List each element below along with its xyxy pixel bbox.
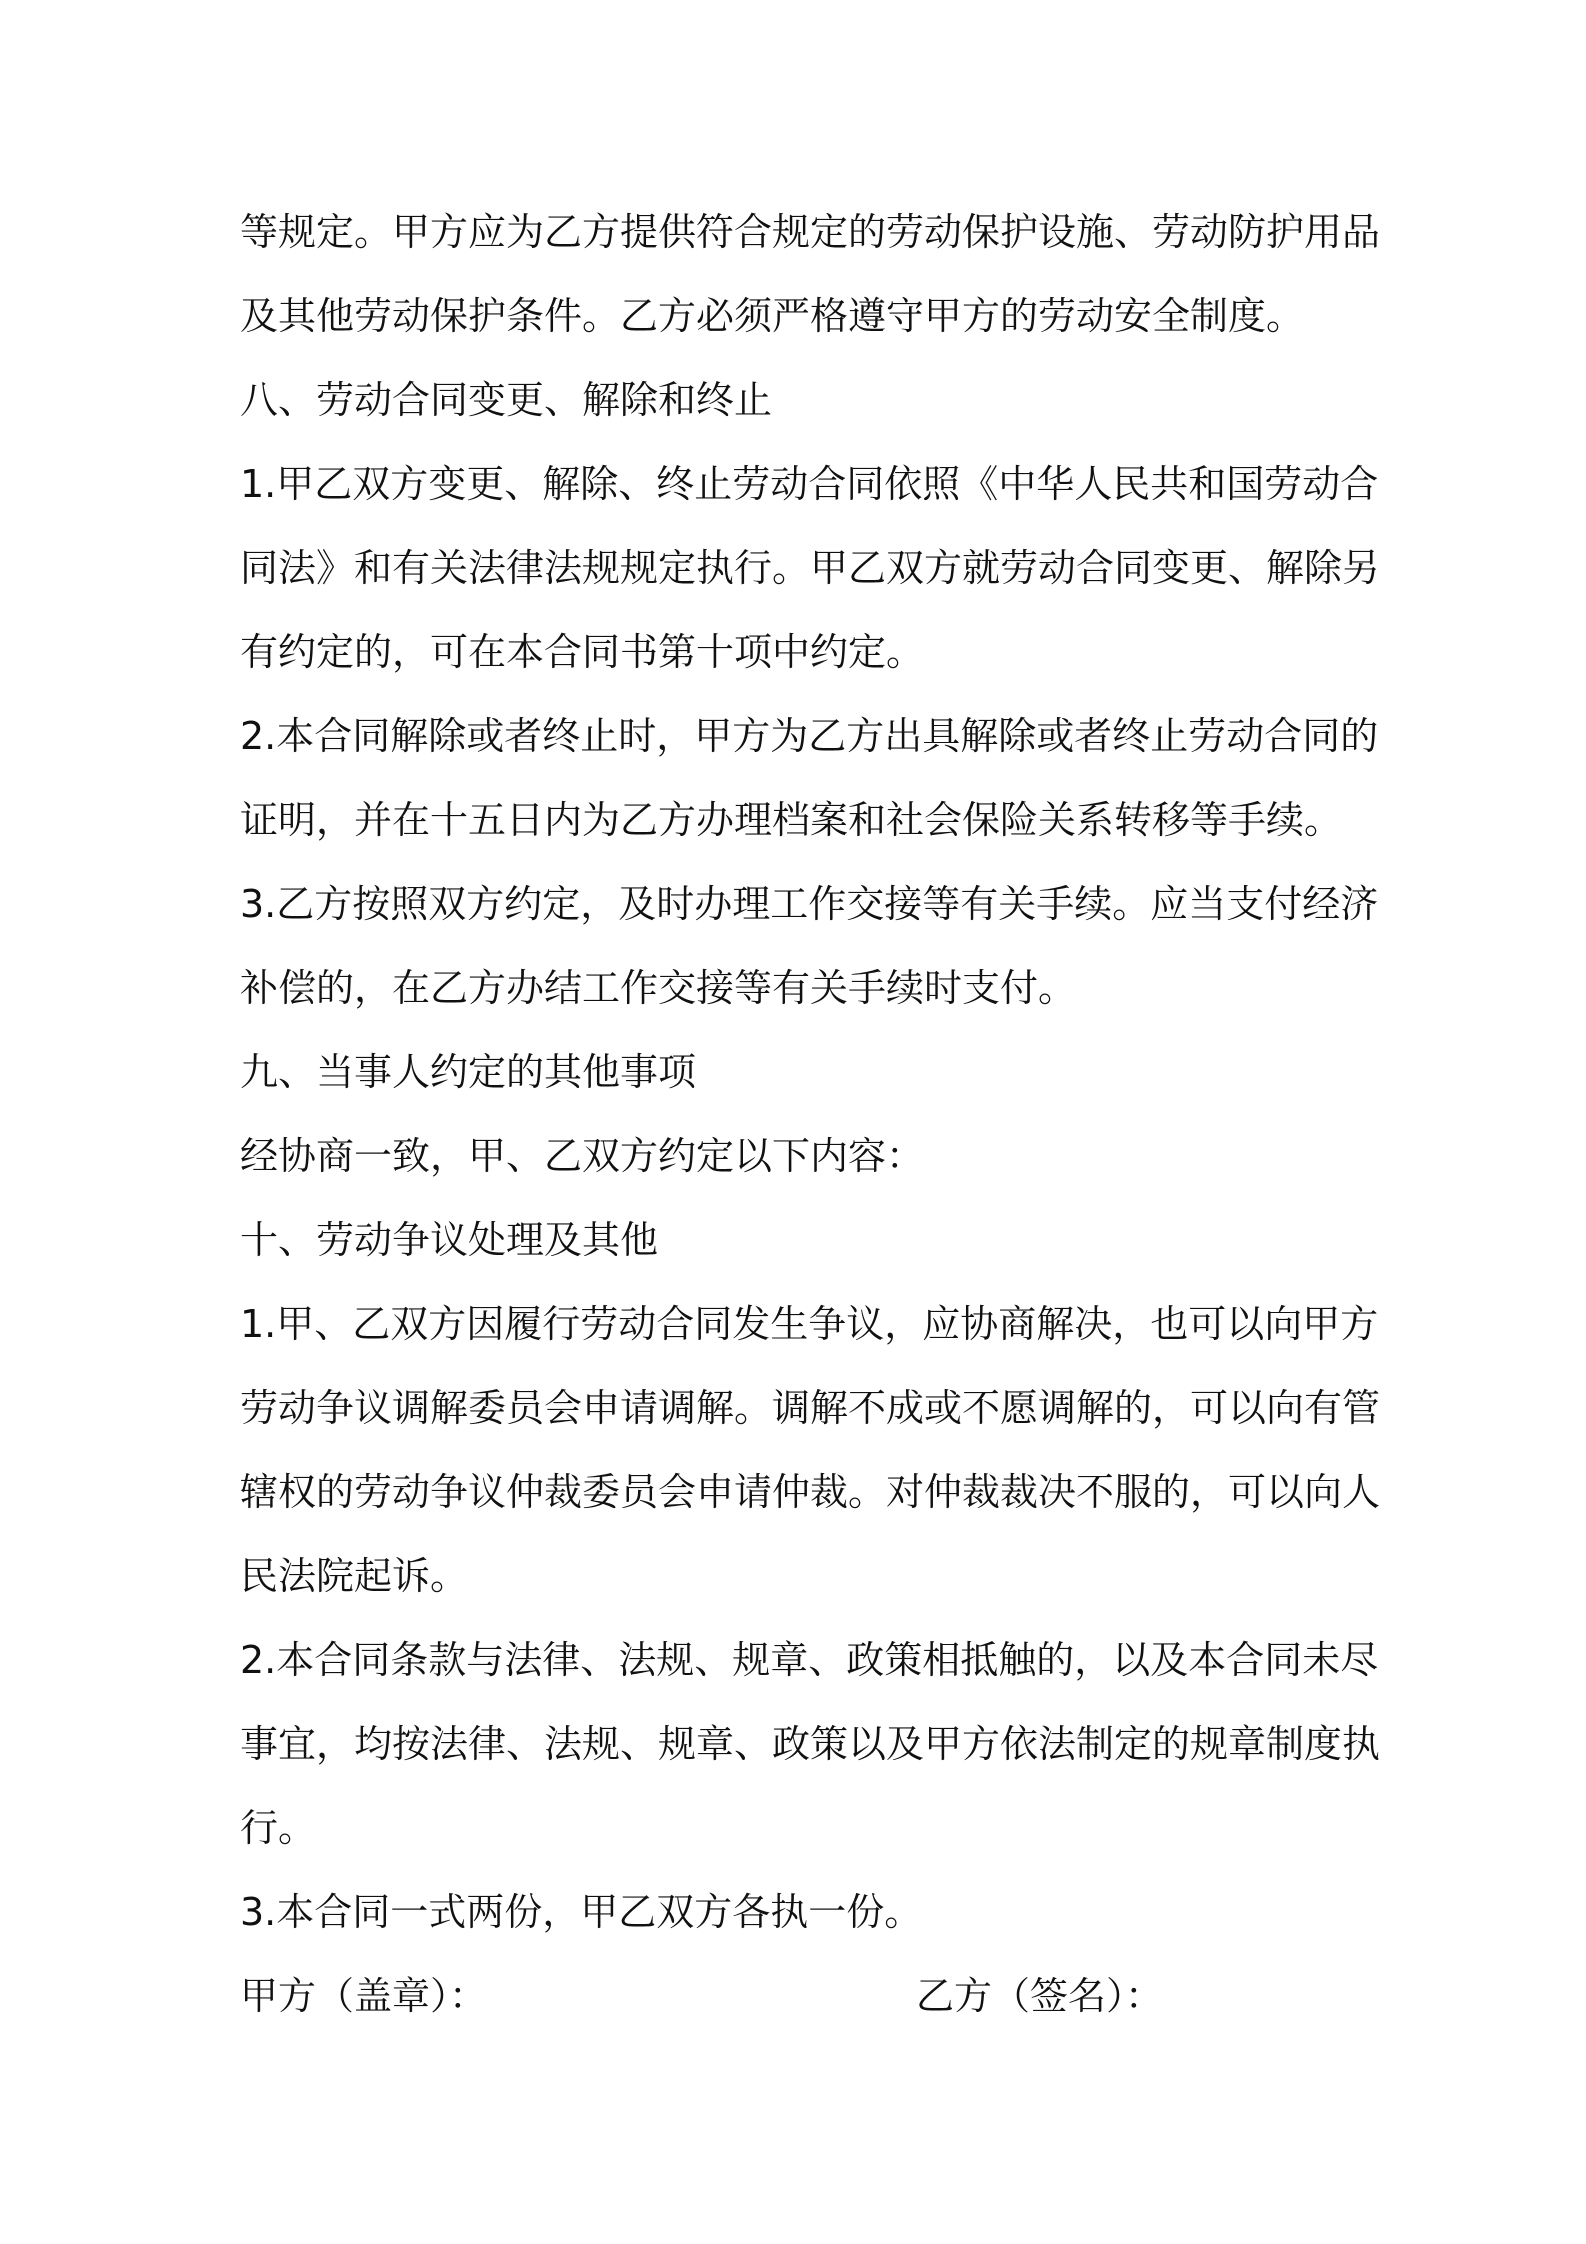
text-line: 有约定的，可在本合同书第十项中约定。 <box>240 630 925 674</box>
section-heading-10: 十、劳动争议处理及其他 <box>240 1218 659 1262</box>
text-line: 行。 <box>240 1806 317 1850</box>
text-line: 事宜，均按法律、法规、规章、政策以及甲方依法制定的规章制度执 <box>240 1722 1381 1766</box>
text-line: 1.甲、乙双方因履行劳动合同发生争议，应协商解决，也可以向甲方 <box>240 1302 1379 1346</box>
contract-body <box>240 190 1381 2038</box>
text-line: 经协商一致，甲、乙双方约定以下内容： <box>240 1134 925 1178</box>
party-a-signature-label: 甲方（盖章）： <box>240 1974 488 2018</box>
text-line: 2.本合同条款与法律、法规、规章、政策相抵触的，以及本合同未尽 <box>240 1638 1379 1682</box>
party-b-signature-label: 乙方（签名）： <box>916 1974 1164 2018</box>
text-line: 及其他劳动保护条件。乙方必须严格遵守甲方的劳动安全制度。 <box>240 294 1305 338</box>
text-line: 3.乙方按照双方约定，及时办理工作交接等有关手续。应当支付经济 <box>240 882 1379 926</box>
text-line: 同法》和有关法律法规规定执行。甲乙双方就劳动合同变更、解除另 <box>240 546 1381 590</box>
text-line: 2.本合同解除或者终止时，甲方为乙方出具解除或者终止劳动合同的 <box>240 714 1379 758</box>
text-line: 等规定。甲方应为乙方提供符合规定的劳动保护设施、劳动防护用品 <box>240 210 1381 254</box>
text-line: 劳动争议调解委员会申请调解。调解不成或不愿调解的，可以向有管 <box>240 1386 1381 1430</box>
text-line: 民法院起诉。 <box>240 1554 469 1598</box>
text-line: 辖权的劳动争议仲裁委员会申请仲裁。对仲裁裁决不服的，可以向人 <box>240 1470 1381 1514</box>
text-line: 3.本合同一式两份，甲乙双方各执一份。 <box>240 1890 923 1934</box>
text-line: 1.甲乙双方变更、解除、终止劳动合同依照《中华人民共和国劳动合 <box>240 462 1379 506</box>
text-line: 证明，并在十五日内为乙方办理档案和社会保险关系转移等手续。 <box>240 798 1343 842</box>
text-line: 补偿的，在乙方办结工作交接等有关手续时支付。 <box>240 966 1077 1010</box>
signature-row <box>240 1954 1350 2038</box>
section-heading-9: 九、当事人约定的其他事项 <box>240 1050 697 1094</box>
section-heading-8: 八、劳动合同变更、解除和终止 <box>240 378 773 422</box>
